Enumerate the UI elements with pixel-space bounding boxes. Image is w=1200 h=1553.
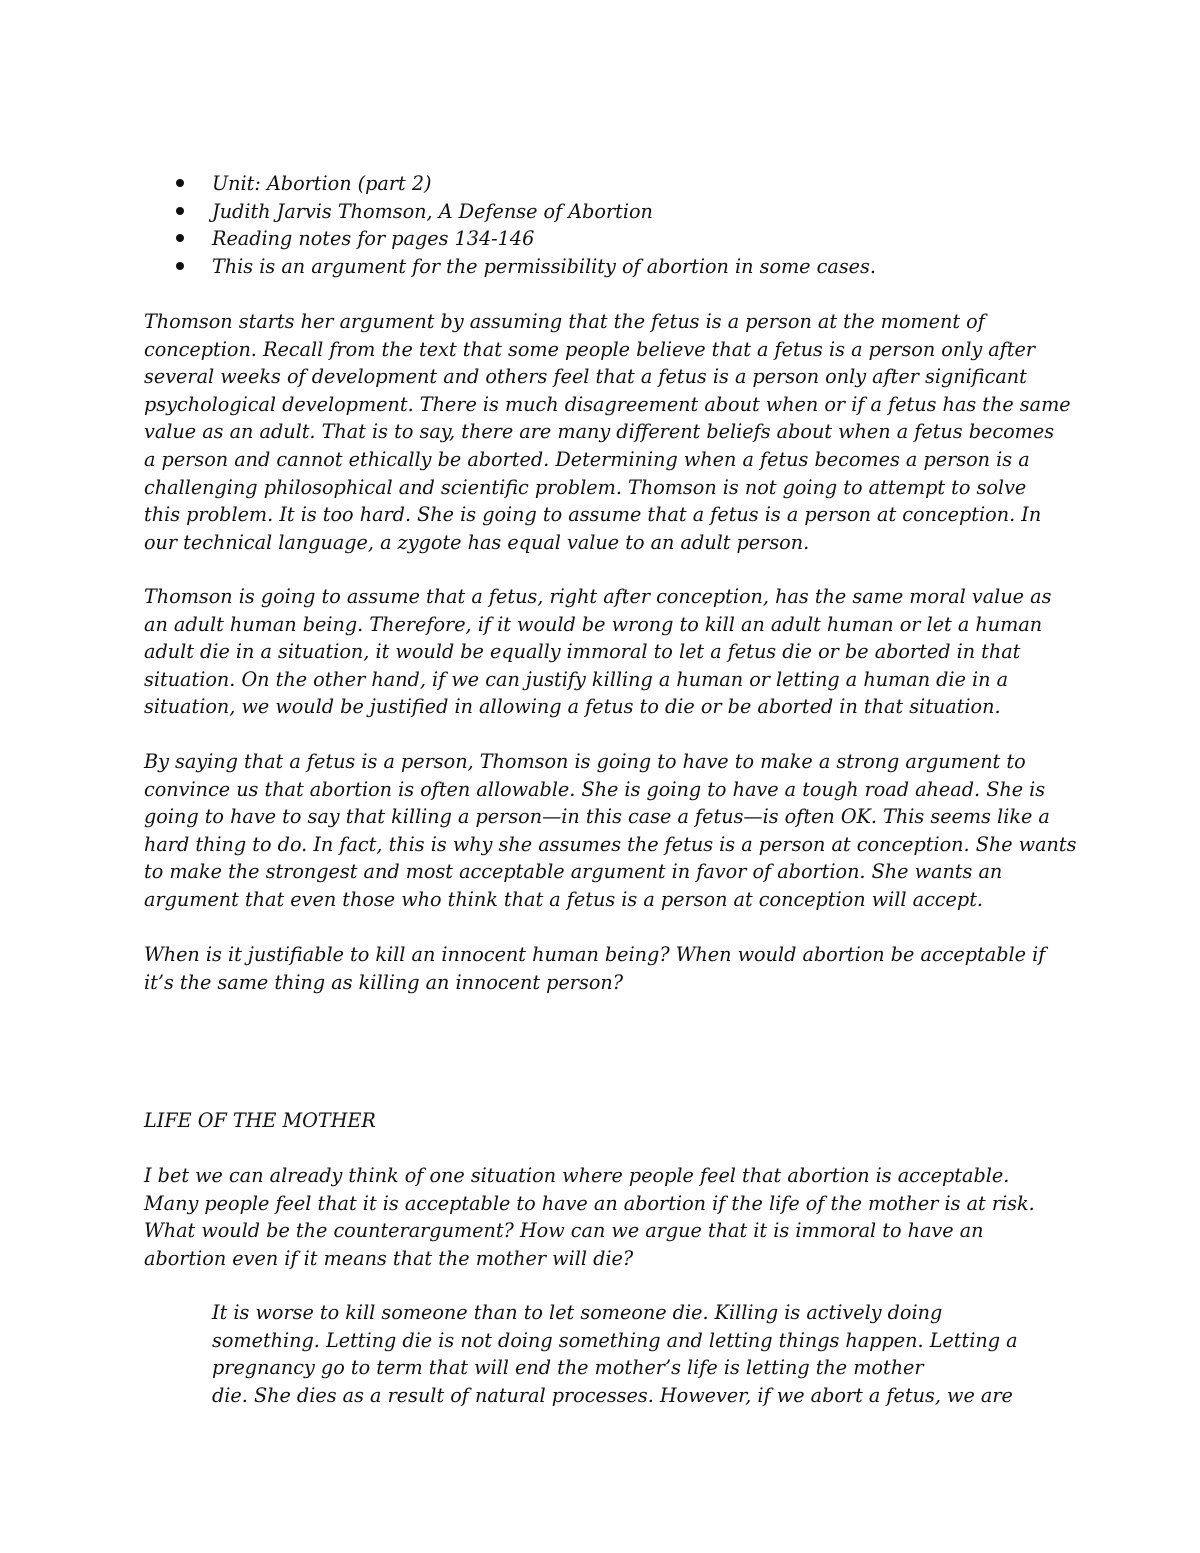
text-line: going to have to say that killing a person—in this case a fetus—is often OK. This seems like a	[144, 805, 1050, 829]
text-line: our technical language, a zygote has equal value to an adult person.	[144, 530, 810, 554]
text-line: conception. Recall from the text that some people believe that a fetus is a person only after	[144, 337, 1036, 361]
text-line: this problem. It is too hard. She is going to assume that a fetus is a person at conception. In	[144, 503, 1042, 527]
text-line: a person and cannot ethically be aborted. Determining when a fetus becomes a person is a	[144, 447, 1030, 471]
bullet-text: This is an argument for the permissibility of abortion in some cases.	[212, 254, 876, 278]
paragraph-person-assumption	[144, 308, 1104, 556]
text-line: die. She dies as a result of natural processes. However, if we abort a fetus, we are	[212, 1383, 1013, 1407]
bullet-text: Reading notes for pages 134-146	[212, 227, 535, 251]
paragraph-life-of-mother	[144, 1162, 1104, 1272]
text-line: convince us that abortion is often allowable. She is going to have a tough road ahead. She is	[144, 777, 1046, 801]
text-line: value as an adult. That is to say, there are many different beliefs about when a fetus becomes	[144, 420, 1055, 444]
text-line: When is it justifiable to kill an innocent human being? When would abortion be acceptable if	[144, 943, 1046, 966]
bullet-list	[174, 170, 876, 280]
text-line: situation, we would be justified in allowing a fetus to die or be aborted in that situation.	[144, 695, 1001, 719]
paragraph-strong-argument	[144, 748, 1104, 914]
text-line: pregnancy go to term that will end the mother’s life is letting the mother	[212, 1356, 924, 1380]
text-line: psychological development. There is much disagreement about when or if a fetus has the same	[144, 392, 1071, 416]
text-line: Thomson starts her argument by assuming that the fetus is a person at the moment of	[144, 310, 985, 333]
bullet-icon	[176, 207, 184, 215]
text-line: I bet we can already think of one situation where people feel that abortion is acceptable.	[144, 1164, 1010, 1187]
text-line: Many people feel that it is acceptable to have an abortion if the life of the mother is at risk.	[144, 1191, 1035, 1215]
text-line: something. Letting die is not doing something and letting things happen. Letting a	[212, 1328, 1018, 1352]
text-line: By saying that a fetus is a person, Thomson is going to have to make a strong argument to	[144, 750, 1026, 773]
text-line: What would be the counterargument? How can we argue that it is immoral to have an	[144, 1219, 984, 1243]
bullet-icon	[176, 179, 184, 187]
text-line: It is worse to kill someone than to let someone die. Killing is actively doing	[212, 1301, 943, 1324]
text-line: argument that even those who think that a fetus is a person at conception will accept.	[144, 887, 984, 911]
paragraph-indented-counterargument	[212, 1299, 1092, 1409]
bullet-icon	[176, 234, 184, 242]
text-line: abortion even if it means that the mother will die?	[144, 1246, 634, 1270]
bullet-item	[174, 253, 876, 281]
bullet-item	[174, 225, 876, 253]
section-heading	[144, 1107, 1104, 1135]
text-line: Thomson is going to assume that a fetus, right after conception, has the same moral value as	[144, 585, 1052, 608]
text-line: adult die in a situation, it would be equally immoral to let a fetus die or be aborted in that	[144, 640, 1021, 664]
text-line: challenging philosophical and scientific problem. Thomson is not going to attempt to solve	[144, 475, 1027, 499]
bullet-text: Unit: Abortion (part 2)	[212, 172, 432, 195]
heading-text: LIFE OF THE MOTHER	[144, 1109, 376, 1132]
bullet-item	[174, 170, 876, 198]
bullet-text: Judith Jarvis Thomson, A Defense of Abortion	[212, 199, 653, 223]
paragraph-questions	[144, 941, 1104, 996]
paragraph-moral-value	[144, 583, 1104, 721]
text-line: situation. On the other hand, if we can justify killing a human or letting a human die in a	[144, 667, 1009, 691]
text-line: an adult human being. Therefore, if it would be wrong to kill an adult human or let a human	[144, 612, 1043, 636]
bullet-item	[174, 198, 876, 226]
text-line: several weeks of development and others feel that a fetus is a person only after significant	[144, 365, 1027, 389]
text-line: hard thing to do. In fact, this is why she assumes the fetus is a person at conception. She wants	[144, 832, 1077, 856]
bullet-icon	[176, 262, 184, 270]
text-line: to make the strongest and most acceptable argument in favor of abortion. She wants an	[144, 860, 1003, 884]
text-line: it’s the same thing as killing an innocent person?	[144, 970, 624, 994]
